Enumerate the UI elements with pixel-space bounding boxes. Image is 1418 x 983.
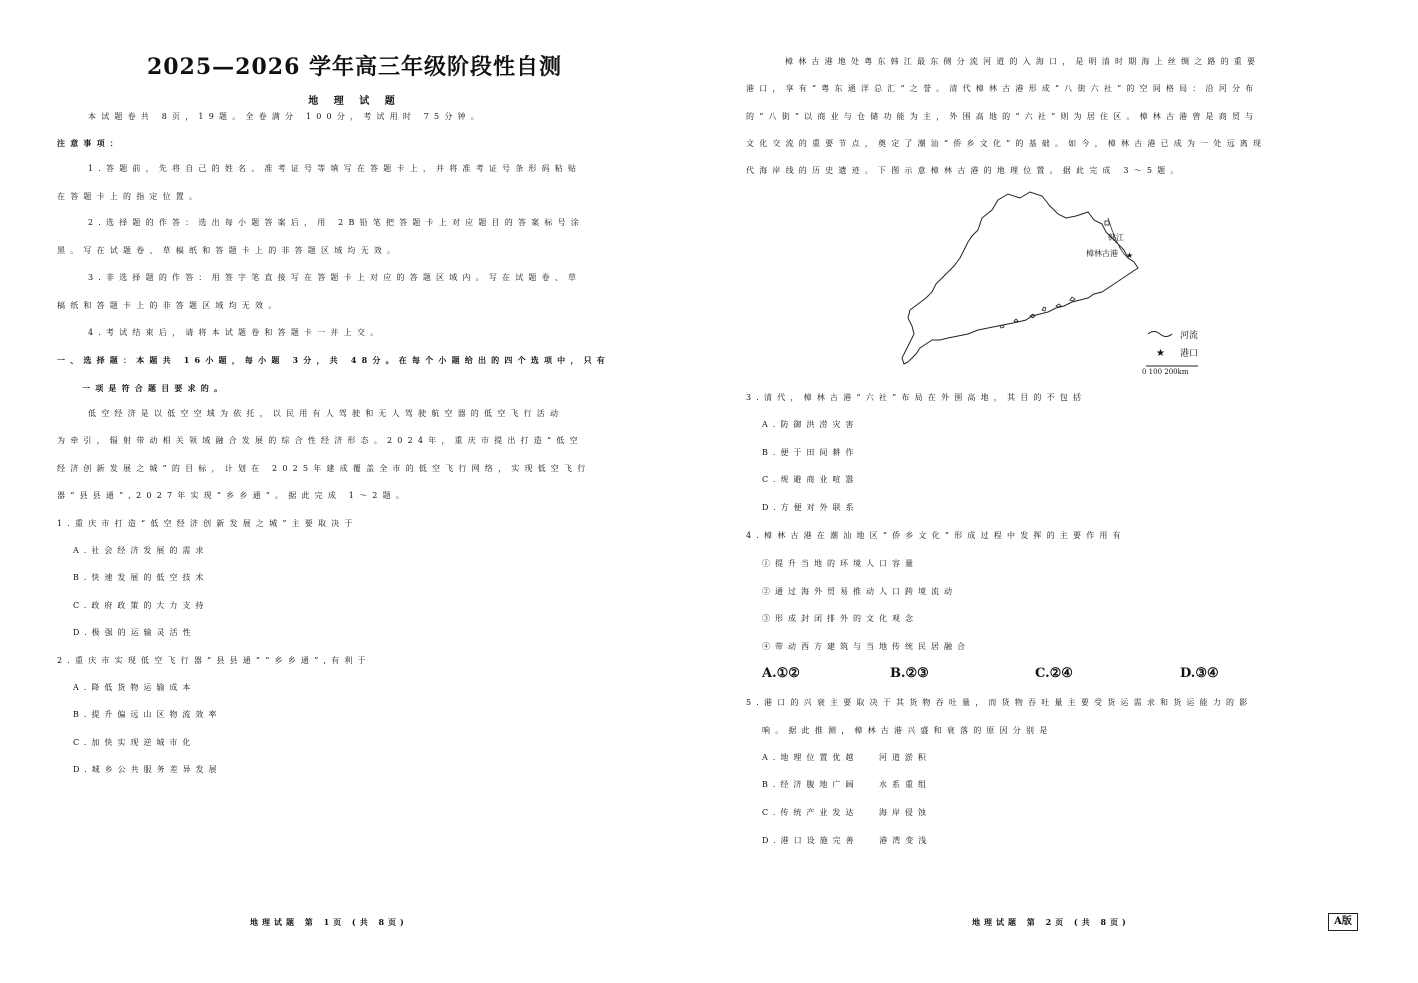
section-heading: 一项是符合题目要求的。 — [82, 383, 228, 393]
answer-option: B.经济腹地广阔 水系重组 — [762, 780, 931, 789]
question-stem: 1.重庆市打造“低空经济创新发展之城”主要取决于 — [57, 519, 358, 528]
statement-item: ①提升当地的环境人口容量 — [762, 559, 918, 568]
question-stem: 响。据此推测，樟林古港兴盛和衰落的原因分别是 — [762, 726, 1053, 735]
subject-title: 地 理 试 题 — [308, 96, 401, 107]
answer-option: B.②③ — [890, 666, 929, 681]
answer-option: B.提升偏远山区物流效率 — [73, 710, 222, 719]
answer-option: C.②④ — [1035, 666, 1073, 681]
note-line: 稿纸和答题卡上的非答题区域均无效。 — [57, 301, 282, 310]
passage-line: 的“八街”以商业与仓储功能为主，外围高地的“六社”则为居住区。樟林古港曾是商贸与 — [746, 112, 1259, 121]
question-stem: 5.港口的兴衰主要取决于其货物吞吐量，而货物吞吐量主要受货运需求和货运能力的影 — [746, 698, 1253, 707]
passage-line: 文化交流的重要节点，奠定了潮汕“侨乡文化”的基础。如今，樟林古港已成为一处远离现 — [746, 139, 1267, 148]
passage-line: 樟林古港地处粤东韩江最东侧分流河道的入海口，是明清时期海上丝绸之路的重要 — [785, 57, 1261, 66]
answer-option: C.传统产业发达 海岸侵蚀 — [762, 808, 931, 817]
answer-option: D.港口设施完善 港湾变浅 — [762, 836, 932, 845]
location-map — [880, 188, 1230, 378]
answer-option: B.快速发展的低空技术 — [73, 573, 209, 582]
passage-line: 港口，享有“粤东通洋总汇”之誉。清代樟林古港形成“八街六社”的空间格局：沿河分布 — [746, 84, 1259, 93]
note-line: 1.答题前，先将自己的姓名、准考证号等填写在答题卡上，并将准考证号条形码粘贴 — [88, 164, 582, 173]
answer-option: B.便于田间耕作 — [762, 448, 859, 457]
section-heading: 一、选择题：本题共 16小题，每小题 3分，共 48分。在每个小题给出的四个选项中，只有 — [57, 355, 610, 365]
note-line: 3.非选择题的作答：用签字笔直接写在答题卡上对应的答题区域内。写在试题卷、草 — [88, 273, 582, 282]
answer-option: C.规避商业喧嚣 — [762, 475, 859, 484]
exam-title: 2025—2026 学年高三年级阶段性自测 — [146, 54, 563, 80]
version-box: A版 — [1328, 913, 1358, 931]
legend-river-label: 河流 — [1180, 331, 1199, 341]
question-stem: 4.樟林古港在潮汕地区“侨乡文化”形成过程中发挥的主要作用有 — [746, 531, 1126, 540]
scale-label: 0 100 200km — [1142, 368, 1189, 376]
legend-port-symbol: ★ — [1156, 348, 1165, 359]
statement-item: ③形成封闭排外的文化观念 — [762, 614, 918, 623]
passage-line: 低空经济是以低空空域为依托，以民用有人驾驶和无人驾驶航空器的低空飞行活动 — [88, 409, 564, 418]
answer-option: C.政府政策的大力支持 — [73, 601, 209, 610]
passage-line: 经济创新发展之城”的目标，计划在 2025年建成覆盖全市的低空飞行网络，实现低空飞行 — [57, 464, 591, 473]
statement-item: ④带动西方建筑与当地传统民居融合 — [762, 642, 970, 651]
note-line: 黑。写在试题卷、草稿纸和答题卡上的非答题区域均无效。 — [57, 246, 401, 255]
passage-line: 器“县县通”,2027年实现“乡乡通”。据此完成 1～2题。 — [57, 491, 409, 500]
answer-option: D.城乡公共服务差异发展 — [73, 765, 222, 774]
province-outline — [902, 192, 1138, 364]
answer-option: A.社会经济发展的需求 — [73, 546, 209, 555]
legend-river-symbol — [1148, 332, 1172, 337]
page-footer: 地理试题 第 1页 (共 8页) — [250, 917, 408, 927]
answer-option: D.方便对外联系 — [762, 503, 859, 512]
question-stem: 3.清代，樟林古港“六社”布局在外围高地，其目的不包括 — [746, 393, 1087, 402]
question-stem: 2.重庆市实现低空飞行器“县县通”“乡乡通”,有利于 — [57, 656, 371, 665]
port-label: 樟林古港 — [1086, 249, 1118, 258]
answer-option: D.极强的运输灵活性 — [73, 628, 196, 637]
statement-item: ②通过海外贸易推动人口跨境流动 — [762, 587, 957, 596]
answer-option: A.①② — [762, 666, 800, 681]
answer-option: A.防御洪涝灾害 — [762, 420, 859, 429]
note-line: 2.选择题的作答：选出每小题答案后，用 2B铅笔把答题卡上对应题目的答案标号涂 — [88, 218, 584, 227]
legend-port-label: 港口 — [1180, 349, 1199, 359]
intro-line: 本试题卷共 8页，19题。全卷满分 100分，考试用时 75分钟。 — [88, 112, 484, 121]
page-footer: 地理试题 第 2页 (共 8页) — [972, 917, 1130, 927]
star-marker: ★ — [1126, 251, 1134, 260]
passage-line: 代海岸线的历史遗迹。下图示意樟林古港的地理位置。据此完成 3～5题。 — [746, 166, 1184, 175]
note-line: 在答题卡上的指定位置。 — [57, 192, 203, 201]
city-marker — [1105, 221, 1109, 225]
answer-option: D.③④ — [1180, 666, 1219, 681]
river-label: 韩江 — [1108, 233, 1124, 242]
note-line: 4.考试结束后，请将本试题卷和答题卡一并上交。 — [88, 328, 384, 337]
passage-line: 为牵引，辐射带动相关领域融合发展的综合性经济形态。2024年，重庆市提出打造“低空 — [57, 436, 583, 445]
answer-option: A.降低货物运输成本 — [73, 683, 196, 692]
notes-header: 注意事项： — [57, 138, 123, 148]
answer-option: C.加快实现逆城市化 — [73, 738, 196, 747]
answer-option: A.地理位置优越 河道淤积 — [762, 753, 931, 762]
